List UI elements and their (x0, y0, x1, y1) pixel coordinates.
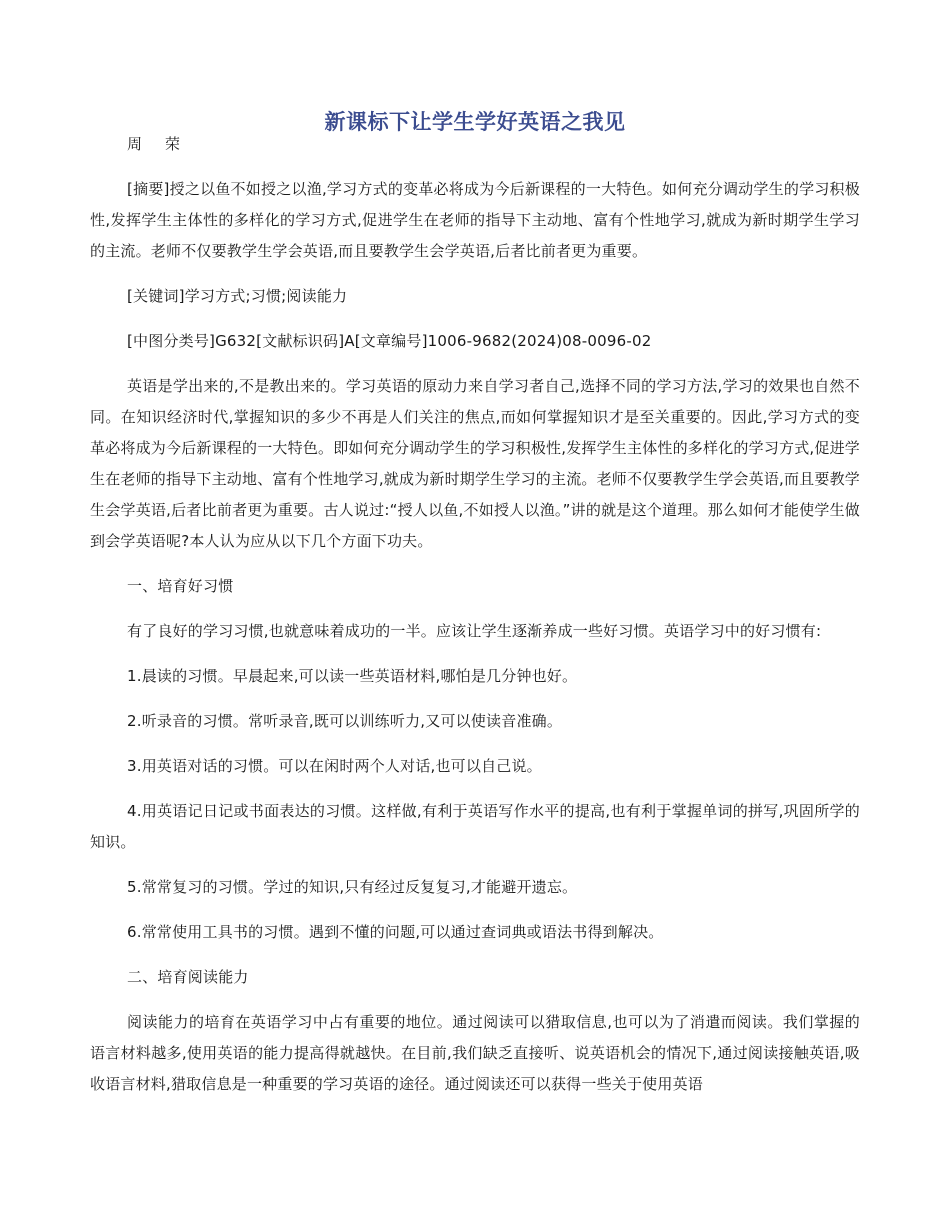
list-item: 6.常常使用工具书的习惯。遇到不懂的问题,可以通过查词典或语法书得到解决。 (127, 923, 664, 941)
list-item: 5.常常复习的习惯。学过的知识,只有经过反复复习,才能避开遗忘。 (127, 878, 578, 896)
list-item: 3.用英语对话的习惯。可以在闲时两个人对话,也可以自己说。 (127, 757, 542, 775)
list-item: 2.听录音的习惯。常听录音,既可以训练听力,又可以使读音准确。 (127, 712, 563, 730)
keywords-line: [关键词]学习方式;习惯;阅读能力 (127, 287, 348, 305)
section-heading: 一、培育好习惯 (127, 577, 234, 595)
list-item: 1.晨读的习惯。早晨起来,可以读一些英语材料,哪怕是几分钟也好。 (127, 667, 578, 685)
author-name: 周 荣 (127, 135, 185, 153)
abstract-paragraph: [摘要]授之以鱼不如授之以渔,学习方式的变革必将成为今后新课程的一大特色。如何充分调动学生的学习积极性,发挥学生主体性的多样化的学习方式,促进学生在老师的指导下主动地、富有个性地学习,就成为新时期学生学习的主流。老师不仅要教学生学会英语,而且要教学生会学英语,后者比前者更为重要。 (90, 180, 860, 260)
body-paragraph: 有了良好的学习习惯,也就意味着成功的一半。应该让学生逐渐养成一些好习惯。英语学习中的好习惯有: (127, 622, 822, 640)
body-paragraph: 英语是学出来的,不是教出来的。学习英语的原动力来自学习者自己,选择不同的学习方法,学习的效果也自然不同。在知识经济时代,掌握知识的多少不再是人们关注的焦点,而如何掌握知识才是至关重要的。因此,学习方式的变革必将成为今后新课程的一大特色。即如何充分调动学生的学习积极性,发挥学生主体性的多样化的学习方式,促进学生在老师的指导下主动地、富有个性地学习,就成为新时期学生学习的主流。老师不仅要教学生学会英语,而且要教学生会学英语,后者比前者更为重要。古人说过:“授人以鱼,不如授人以渔。”讲的就是这个道理。那么如何才能使学生做到会学英语呢?本人认为应从以下几个方面下功夫。 (90, 377, 860, 550)
classification-line: [中图分类号]G632[文献标识码]A[文章编号]1006-9682(2024)08-0096-02 (127, 332, 652, 350)
body-paragraph: 阅读能力的培育在英语学习中占有重要的地位。通过阅读可以猎取信息,也可以为了消遣而阅读。我们掌握的语言材料越多,使用英语的能力提高得就越快。在目前,我们缺乏直接听、说英语机会的情况下,通过阅读接触英语,吸收语言材料,猎取信息是一种重要的学习英语的途径。通过阅读还可以获得一些关于使用英语 (90, 1013, 860, 1093)
document-body (90, 174, 860, 1114)
list-item: 4.用英语记日记或书面表达的习惯。这样做,有利于英语写作水平的提高,也有利于掌握单词的拼写,巩固所学的知识。 (90, 802, 860, 851)
section-heading: 二、培育阅读能力 (127, 968, 249, 986)
document-title: 新课标下让学生学好英语之我见 (324, 110, 626, 134)
